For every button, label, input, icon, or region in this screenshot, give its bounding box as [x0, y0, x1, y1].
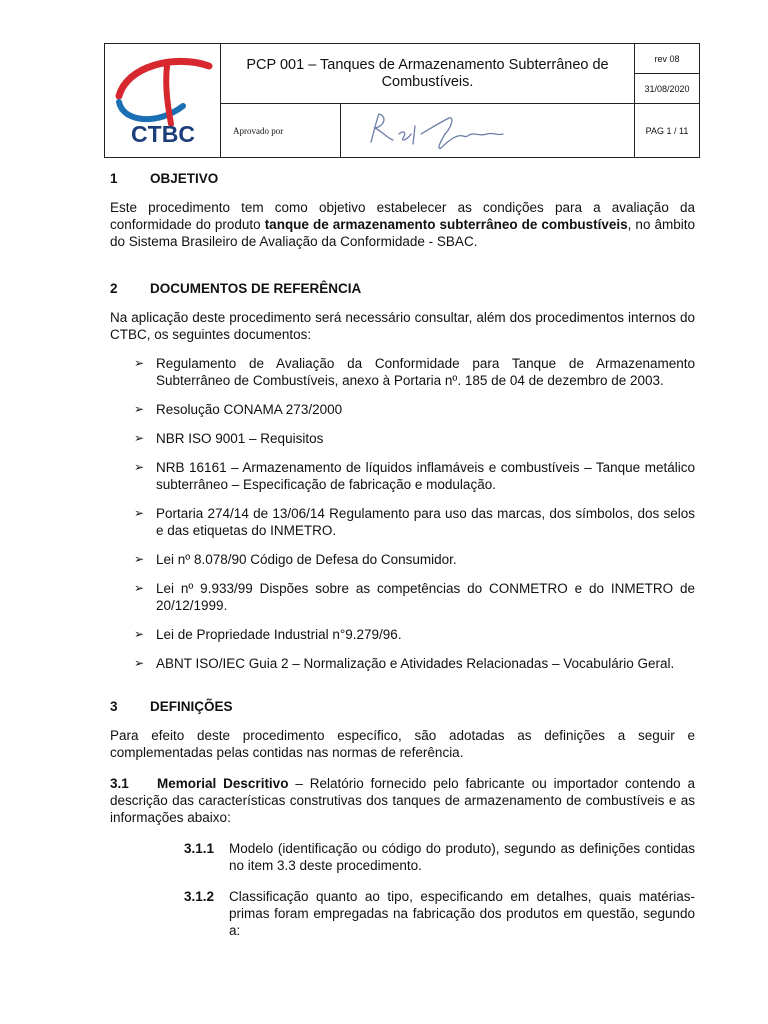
logo-text: CTBC: [131, 121, 195, 147]
section-number: 2: [110, 281, 118, 296]
document-header: [104, 43, 700, 158]
section-title: OBJETIVO: [150, 171, 219, 186]
arrow-bullet-icon: ➢: [134, 506, 145, 520]
section-title: DEFINIÇÕES: [150, 699, 233, 714]
approved-by-label: Aprovado por: [221, 104, 341, 157]
list-item: [110, 626, 695, 643]
text-run: Este procedimento tem como objetivo estabelecer as condições para a avaliação da conformidade do produto: [110, 200, 695, 232]
objective-paragraph: [110, 199, 695, 250]
section-title: DOCUMENTOS DE REFERÊNCIA: [150, 281, 362, 296]
subsection-number: 3.1: [110, 776, 129, 791]
logo-cell: [105, 44, 221, 157]
section-heading: [110, 170, 695, 187]
ctbc-logo: [105, 44, 221, 157]
arrow-bullet-icon: ➢: [134, 460, 145, 474]
text-run: , no âmbito do Sistema Brasileiro de Avaliação da Conformidade - SBAC.: [110, 217, 695, 249]
subsection-text: Classificação quanto ao tipo, especificando em detalhes, quais matérias-primas foram empregadas na fabricação dos produtos em questão, segundo a:: [229, 889, 695, 938]
arrow-bullet-icon: ➢: [134, 356, 145, 370]
list-item-text: Regulamento de Avaliação da Conformidade para Tanque de Armazenamento Subterrâneo de Combustíveis, anexo à Portaria nº. 185 de 04 de dezembro de 2003.: [156, 356, 695, 388]
signature-cell: [341, 104, 635, 157]
document-body: [110, 170, 695, 939]
references-intro: Na aplicação deste procedimento será necessário consultar, além dos procedimentos internos do CTBC, os seguintes documentos:: [110, 310, 695, 342]
revision-date: 31/08/2020: [635, 74, 699, 104]
arrow-bullet-icon: ➢: [134, 581, 145, 595]
section-number: 1: [110, 171, 118, 186]
arrow-bullet-icon: ➢: [134, 656, 145, 670]
list-item: [110, 459, 695, 493]
list-item-text: ABNT ISO/IEC Guia 2 – Normalização e Atividades Relacionadas – Vocabulário Geral.: [156, 656, 675, 671]
section-heading: [110, 280, 695, 297]
definitions-intro: Para efeito deste procedimento específico, são adotadas as definições a seguir e complementadas pelas contidas nas normas de referência.: [110, 728, 695, 760]
subsection-title: Memorial Descritivo: [157, 776, 289, 791]
list-item: [110, 655, 695, 672]
revision-label: rev 08: [635, 44, 699, 74]
list-item-text: Lei nº 9.933/99 Dispões sobre as competências do CONMETRO e do INMETRO de 20/12/1999.: [156, 581, 695, 613]
list-item-text: Lei de Propriedade Industrial n°9.279/96.: [156, 627, 402, 642]
list-item: [110, 580, 695, 614]
subsection-number: 3.1.2: [184, 889, 215, 904]
arrow-bullet-icon: ➢: [134, 402, 145, 416]
arrow-bullet-icon: ➢: [134, 431, 145, 445]
list-item-text: Portaria 274/14 de 13/06/14 Regulamento para uso das marcas, dos símbolos, dos selos e das etiquetas do INMETRO.: [156, 506, 695, 538]
section-number: 3: [110, 699, 118, 714]
list-item: [110, 355, 695, 389]
list-item-text: Lei nº 8.078/90 Código de Defesa do Consumidor.: [156, 552, 457, 567]
subsection-number: 3.1.1: [184, 841, 215, 856]
subsection-text: Modelo (identificação ou código do produto), segundo as definições contidas no item 3.3 deste procedimento.: [229, 841, 695, 873]
list-item-text: NBR ISO 9001 – Requisitos: [156, 431, 324, 446]
arrow-bullet-icon: ➢: [134, 627, 145, 641]
bold-text: tanque de armazenamento subterrâneo de combustíveis: [264, 217, 628, 232]
section-heading: [110, 698, 695, 715]
list-item-text: NRB 16161 – Armazenamento de líquidos inflamáveis e combustíveis – Tanque metálico subterrâneo – Especificação de fabricação e modulação.: [156, 460, 695, 492]
page-number: PAG 1 / 11: [645, 125, 689, 136]
subsection-3-1-2: [110, 888, 695, 939]
list-item: [110, 551, 695, 568]
document-title: PCP 001 – Tanques de Armazenamento Subterrâneo de Combustíveis.: [221, 44, 635, 104]
list-item-text: Resolução CONAMA 273/2000: [156, 402, 343, 417]
list-item: [110, 505, 695, 539]
list-item: [110, 430, 695, 447]
list-item: [110, 401, 695, 418]
subsection-3-1-1: [110, 840, 695, 874]
handwritten-signature: [341, 104, 635, 157]
text-run: – Relatório fornecido pelo fabricante ou importador contendo a descrição das características construtivas dos tanques de armazenamento de combustíveis e as informações abaixo:: [110, 776, 695, 825]
reference-list: [110, 355, 695, 672]
arrow-bullet-icon: ➢: [134, 552, 145, 566]
subsection-3-1: [110, 775, 695, 826]
